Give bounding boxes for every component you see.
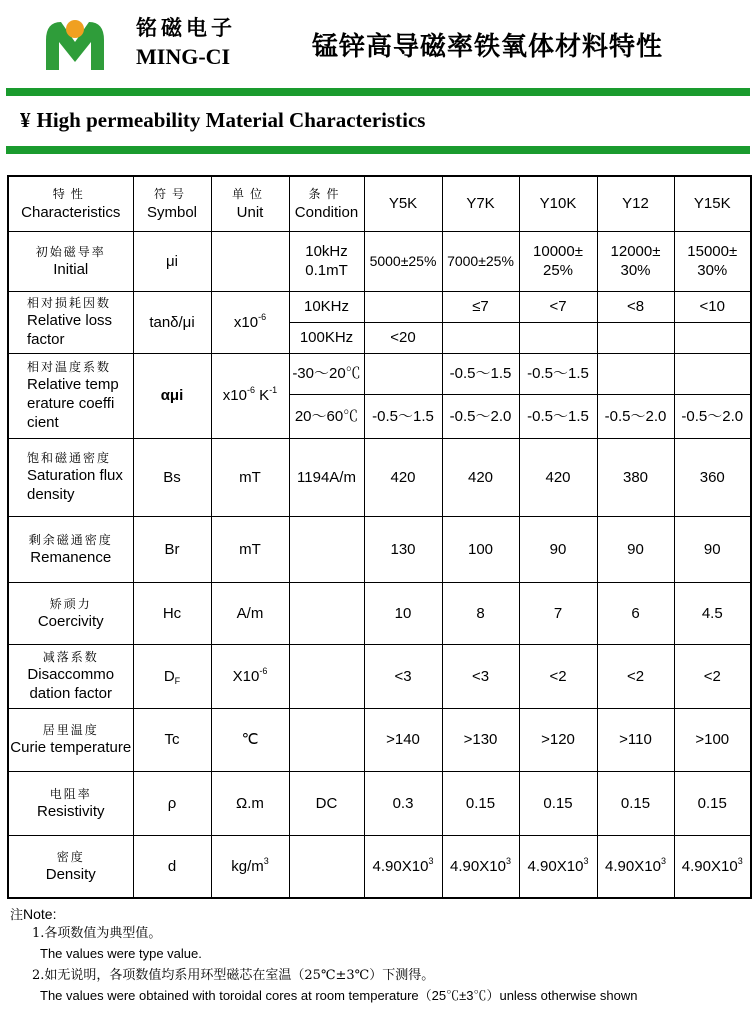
note-1-cn: 1.各项数值为典型值。	[32, 926, 162, 941]
value-cell: >120	[519, 708, 597, 771]
value-cell: 420	[364, 438, 442, 516]
value-cell: <3	[442, 644, 519, 708]
value-cell: <2	[597, 644, 674, 708]
value-cell: 7	[519, 582, 597, 644]
value-cell: 90	[674, 516, 751, 582]
property-density: 密度 Density	[8, 835, 133, 898]
value-cell: 90	[597, 516, 674, 582]
value-cell: 12000± 30%	[597, 231, 674, 291]
value-cell: -0.5～1.5	[442, 353, 519, 394]
property-initial: 初始磁导率 Initial	[8, 231, 133, 291]
condition-cell: 10kHz 0.1mT	[289, 231, 364, 291]
condition-cell	[289, 582, 364, 644]
value-cell	[364, 291, 442, 322]
value-cell: 0.15	[597, 771, 674, 835]
condition-cell	[289, 835, 364, 898]
ming-ci-logo	[44, 18, 106, 72]
value-cell: 5000±25%	[364, 231, 442, 291]
value-cell	[519, 322, 597, 353]
condition-cell: 10KHz	[289, 291, 364, 322]
value-cell: 420	[519, 438, 597, 516]
value-cell: <3	[364, 644, 442, 708]
value-cell: 15000± 30%	[674, 231, 751, 291]
value-cell: <20	[364, 322, 442, 353]
condition-cell: 20～60℃	[289, 394, 364, 438]
unit-cell: A/m	[211, 582, 289, 644]
unit-cell	[211, 231, 289, 291]
row-remanence	[8, 516, 751, 582]
value-cell: 10000± 25%	[519, 231, 597, 291]
value-cell: >100	[674, 708, 751, 771]
value-cell: 380	[597, 438, 674, 516]
header-symbol: 符号 Symbol	[133, 176, 211, 231]
page-header	[0, 0, 756, 80]
value-cell: 360	[674, 438, 751, 516]
value-cell: 90	[519, 516, 597, 582]
condition-cell	[289, 708, 364, 771]
value-cell: ≤7	[442, 291, 519, 322]
value-cell: -0.5～1.5	[519, 394, 597, 438]
value-cell: -0.5～2.0	[674, 394, 751, 438]
value-cell: <7	[519, 291, 597, 322]
row-saturation-flux-density	[8, 438, 751, 516]
value-cell: 6	[597, 582, 674, 644]
unit-cell: Ω.m	[211, 771, 289, 835]
value-cell: <2	[519, 644, 597, 708]
row-initial-permeability	[8, 231, 751, 291]
property-saturation-flux-density: 饱和磁通密度 Saturation flux density	[8, 438, 133, 516]
header-unit: 单位 Unit	[211, 176, 289, 231]
condition-cell	[289, 644, 364, 708]
green-divider-bottom	[6, 146, 750, 154]
brand-name-en: MING-CI	[136, 44, 231, 69]
unit-cell: $X10^{-6}$	[211, 644, 289, 708]
value-cell: $4.90X10^3$	[674, 835, 751, 898]
header-characteristics: 特性 Characteristics	[8, 176, 133, 231]
value-cell: 4.5	[674, 582, 751, 644]
green-divider-top	[6, 88, 750, 96]
row-coercivity	[8, 582, 751, 644]
symbol-cell: ρ	[133, 771, 211, 835]
value-cell: >140	[364, 708, 442, 771]
unit-cell: mT	[211, 438, 289, 516]
yen-symbol: ¥	[20, 108, 31, 132]
condition-cell: 100KHz	[289, 322, 364, 353]
property-resistivity: 电阻率 Resistivity	[8, 771, 133, 835]
condition-cell	[289, 516, 364, 582]
value-cell: $4.90X10^3$	[519, 835, 597, 898]
condition-cell: DC	[289, 771, 364, 835]
row-density	[8, 835, 751, 898]
symbol-cell: μi	[133, 231, 211, 291]
row-resistivity	[8, 771, 751, 835]
note-2-cn: 2.如无说明，各项数值均系用环型磁芯在室温（25℃±3℃）下测得。	[32, 968, 435, 983]
value-cell: >130	[442, 708, 519, 771]
value-cell: -0.5～2.0	[597, 394, 674, 438]
header-material-y12: Y12	[597, 176, 674, 231]
value-cell: -0.5～1.5	[519, 353, 597, 394]
property-curie-temperature: 居里温度 Curie temperature	[8, 708, 133, 771]
value-cell: >110	[597, 708, 674, 771]
value-cell: 130	[364, 516, 442, 582]
value-cell: 0.15	[442, 771, 519, 835]
symbol-cell: d	[133, 835, 211, 898]
symbol-cell: Tc	[133, 708, 211, 771]
value-cell: <2	[674, 644, 751, 708]
section-title	[20, 108, 425, 133]
condition-cell: -30～20℃	[289, 353, 364, 394]
value-cell: $4.90X10^3$	[364, 835, 442, 898]
value-cell: <10	[674, 291, 751, 322]
property-coercivity: 矫顽力 Coercivity	[8, 582, 133, 644]
value-cell: -0.5～1.5	[364, 394, 442, 438]
header-material-y5k: Y5K	[364, 176, 442, 231]
value-cell: 10	[364, 582, 442, 644]
unit-cell: ℃	[211, 708, 289, 771]
symbol-cell: tanδ/μi	[133, 291, 211, 353]
condition-cell: 1194A/m	[289, 438, 364, 516]
symbol-cell: Bs	[133, 438, 211, 516]
value-cell: 0.3	[364, 771, 442, 835]
unit-cell: mT	[211, 516, 289, 582]
value-cell	[674, 353, 751, 394]
document-title: 锰锌高导磁率铁氧体材料特性	[312, 32, 664, 62]
symbol-cell: Br	[133, 516, 211, 582]
row-loss-factor	[8, 291, 751, 322]
property-loss-factor: 相对损耗因数 Relative loss factor	[8, 291, 133, 353]
value-cell: 100	[442, 516, 519, 582]
table-header-row	[8, 176, 751, 231]
row-disaccommodation-factor	[8, 644, 751, 708]
value-cell	[674, 322, 751, 353]
value-cell: -0.5～2.0	[442, 394, 519, 438]
row-temperature-coefficient	[8, 353, 751, 394]
value-cell: 8	[442, 582, 519, 644]
value-cell: 7000±25%	[442, 231, 519, 291]
header-material-y10k: Y10K	[519, 176, 597, 231]
brand-name-cn: 铭磁电子	[136, 15, 236, 40]
notes-label: 注Note:	[10, 906, 57, 923]
row-curie-temperature	[8, 708, 751, 771]
property-disaccommodation-factor: 减落系数 Disaccommo dation factor	[8, 644, 133, 708]
symbol-cell: Hc	[133, 582, 211, 644]
unit-cell: $x10^{-6}$ $K^{-1}$	[211, 353, 289, 438]
unit-cell: $kg/m^3$	[211, 835, 289, 898]
value-cell	[597, 353, 674, 394]
value-cell: 0.15	[674, 771, 751, 835]
header-material-y7k: Y7K	[442, 176, 519, 231]
note-2-en: The values were obtained with toroidal cores at room temperature（25℃±3℃）unless otherwise shown	[40, 988, 638, 1003]
note-1-en: The values were type value.	[40, 946, 202, 961]
value-cell	[442, 322, 519, 353]
header-material-y15k: Y15K	[674, 176, 751, 231]
unit-cell: $x10^{-6}$	[211, 291, 289, 353]
property-temperature-coefficient: 相对温度系数 Relative temp erature coeffi cient	[8, 353, 133, 438]
section-title-text: High permeability Material Characteristics	[36, 108, 426, 132]
value-cell: <8	[597, 291, 674, 322]
header-condition: 条件 Condition	[289, 176, 364, 231]
value-cell: $4.90X10^3$	[597, 835, 674, 898]
value-cell	[597, 322, 674, 353]
value-cell: $4.90X10^3$	[442, 835, 519, 898]
symbol-cell: $D_F$	[133, 644, 211, 708]
value-cell	[364, 353, 442, 394]
symbol-cell: αμi	[133, 353, 211, 438]
value-cell: 420	[442, 438, 519, 516]
value-cell: 0.15	[519, 771, 597, 835]
material-characteristics-table	[7, 175, 752, 899]
property-remanence: 剩余磁通密度 Remanence	[8, 516, 133, 582]
